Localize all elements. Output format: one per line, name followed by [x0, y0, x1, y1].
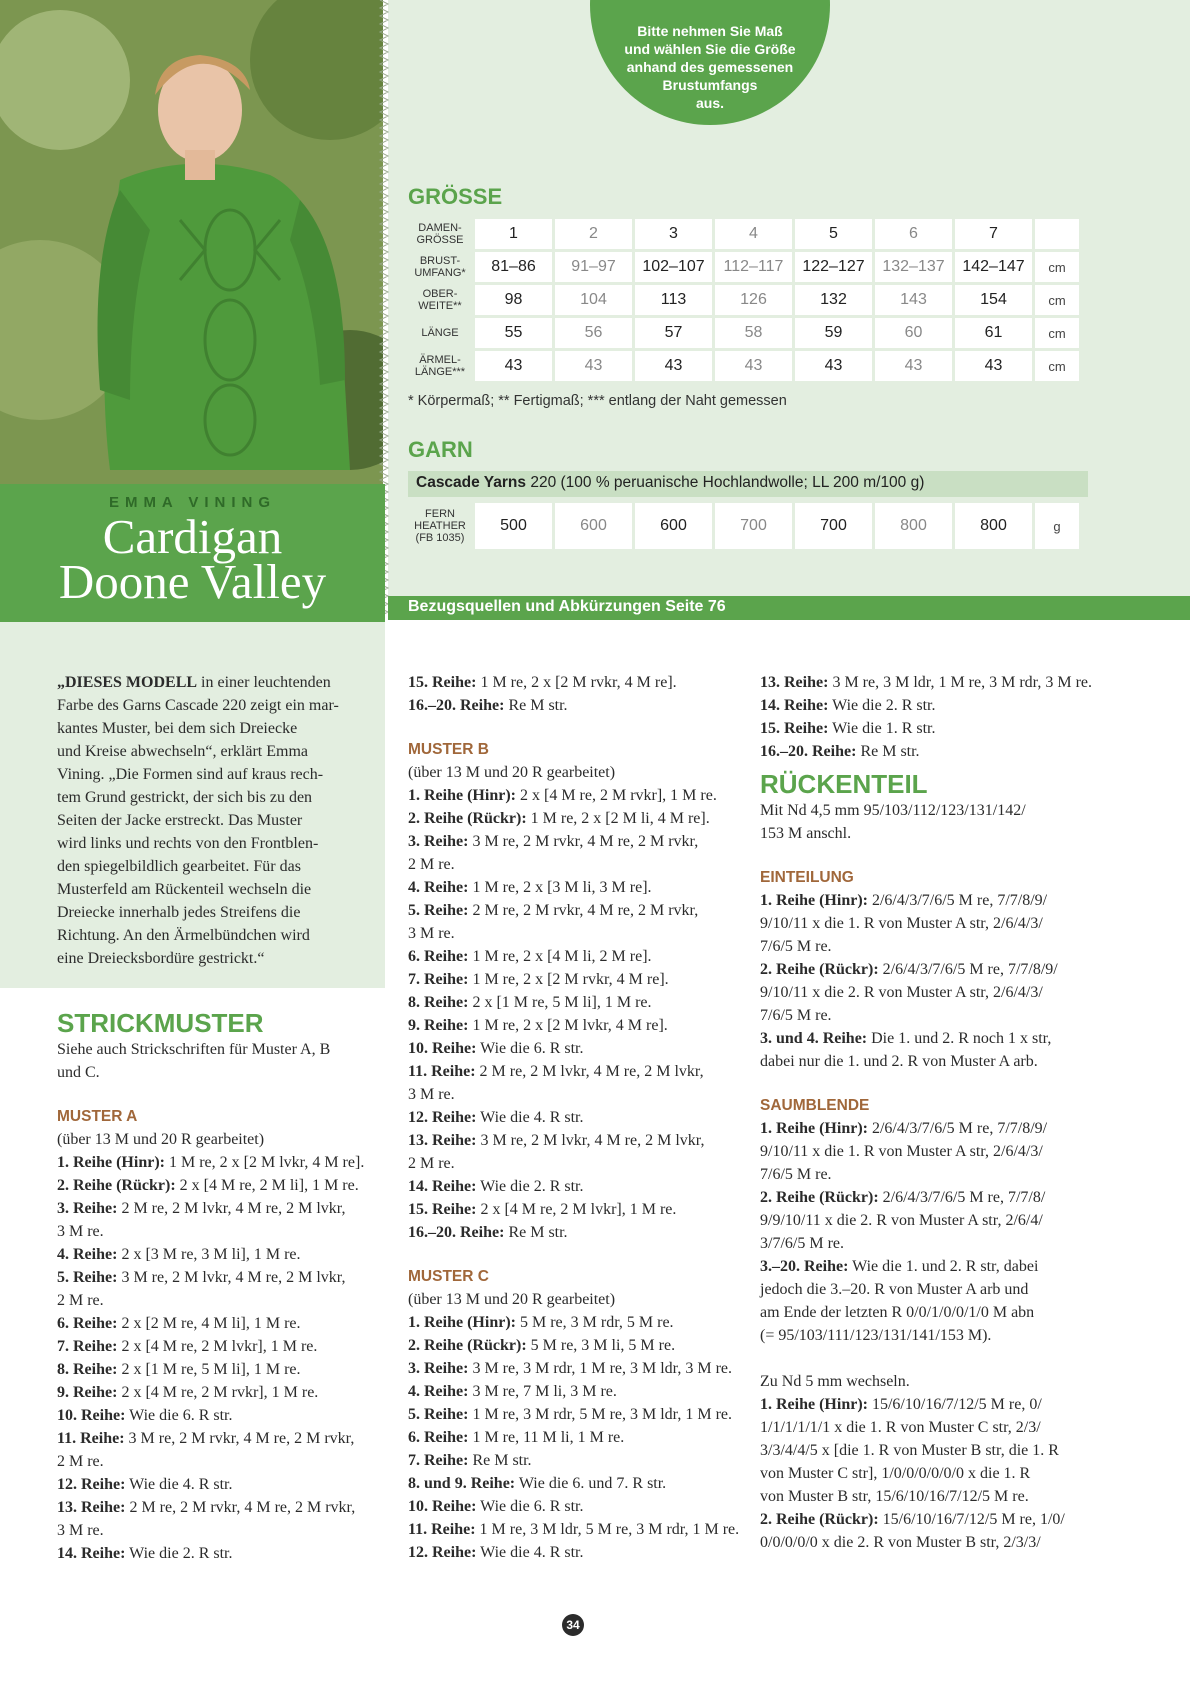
text-line: 16.–20. Reihe: Re M str.	[408, 1224, 568, 1241]
table-cell: 142–147	[955, 252, 1032, 282]
table-cell: 60	[875, 318, 952, 348]
rueckenteil-text	[760, 799, 1120, 845]
size-table	[405, 216, 1082, 384]
table-cell: 4	[715, 219, 792, 249]
text-line: 9/9/10/11 x die 2. R von Muster A str, 2/6/4/	[760, 1212, 1043, 1229]
text-line: 16.–20. Reihe: Re M str.	[760, 743, 920, 760]
text-line: (über 13 M und 20 R gearbeitet)	[57, 1131, 265, 1148]
text-line: 0/0/0/0/0 x die 2. R von Muster B str, 2/3/3/	[760, 1534, 1041, 1551]
table-cell: 132–137	[875, 252, 952, 282]
row-label: LÄNGE	[421, 327, 459, 339]
table-cell: 122–127	[795, 252, 872, 282]
text-line: 3. Reihe: 3 M re, 3 M rdr, 1 M re, 3 M ldr, 3 M re.	[408, 1360, 733, 1377]
table-cell: 55	[475, 318, 552, 348]
table-cell: 126	[715, 285, 792, 315]
table-cell: 5	[795, 219, 872, 249]
table-cell: 91–97	[555, 252, 632, 282]
table-cell: 59	[795, 318, 872, 348]
text-line: 7. Reihe: 2 x [4 M re, 2 M lvkr], 1 M re.	[57, 1338, 318, 1355]
text-line: 11. Reihe: 1 M re, 3 M ldr, 5 M re, 3 M rdr, 1 M re.	[408, 1521, 740, 1538]
text-line: 3 M re.	[408, 1086, 455, 1103]
text-line: 1. Reihe (Hinr): 2 x [4 M re, 2 M rvkr], 1 M re.	[408, 787, 717, 804]
table-cell: 800	[875, 503, 952, 549]
text-line: 5. Reihe: 1 M re, 3 M rdr, 5 M re, 3 M ldr, 1 M re.	[408, 1406, 733, 1423]
table-cell: 113	[635, 285, 712, 315]
text-line: 153 M anschl.	[760, 825, 852, 842]
table-row	[408, 351, 1079, 381]
row-label: BRUST- UMFANG*	[414, 255, 466, 279]
text-line: 2. Reihe (Rückr): 2/6/4/3/7/6/5 M re, 7/7/8/	[760, 1189, 1046, 1206]
text-line: Farbe des Garns Cascade 220 zeigt ein mar-	[57, 697, 339, 714]
table-cell: 600	[635, 503, 712, 549]
einteilung-heading: EINTEILUNG	[760, 869, 854, 886]
text-line: 3/7/6/5 M re.	[760, 1235, 844, 1252]
muster-a-heading: MUSTER A	[57, 1108, 138, 1125]
table-cell: 700	[795, 503, 872, 549]
text-line: 3 M re.	[57, 1522, 104, 1539]
text-line: 12. Reihe: Wie die 4. R str.	[57, 1476, 233, 1493]
column-3	[760, 671, 1120, 1554]
text-line: von Muster C str], 1/0/0/0/0/0/0 x die 1. R	[760, 1465, 1031, 1482]
text-line: 7/6/5 M re.	[760, 1166, 832, 1183]
text-line: 12. Reihe: Wie die 4. R str.	[408, 1544, 584, 1561]
row-label: DAMEN- GRÖSSE	[416, 222, 464, 246]
column-1	[57, 671, 379, 1565]
table-cell: 2	[555, 219, 632, 249]
table-cell: 61	[955, 318, 1032, 348]
text-line: 2 M re.	[408, 1155, 455, 1172]
text-line: 1. Reihe (Hinr): 2/6/4/3/7/6/5 M re, 7/7/8/9/	[760, 1120, 1048, 1137]
table-cell: 104	[555, 285, 632, 315]
table-cell: 102–107	[635, 252, 712, 282]
yarn-table	[405, 500, 1082, 552]
table-cell: 3	[635, 219, 712, 249]
text-line: 10. Reihe: Wie die 6. R str.	[57, 1407, 233, 1424]
text-line: Siehe auch Strickschriften für Muster A, B	[57, 1041, 331, 1058]
source-reference: Bezugsquellen und Abkürzungen Seite 76	[408, 598, 726, 615]
table-cell: 700	[715, 503, 792, 549]
text-line: 8. Reihe: 2 x [1 M re, 5 M li], 1 M re.	[408, 994, 652, 1011]
text-line: 2. Reihe (Rückr): 15/6/10/16/7/12/5 M re, 1/0/	[760, 1511, 1065, 1528]
table-cell: 43	[955, 351, 1032, 381]
text-line: 2. Reihe (Rückr): 2 x [4 M re, 2 M li], 1 M re.	[57, 1177, 359, 1194]
saumblende-heading: SAUMBLENDE	[760, 1097, 870, 1114]
text-line: 2 M re.	[57, 1453, 104, 1470]
text-line: 15. Reihe: Wie die 1. R str.	[760, 720, 936, 737]
text-line: 9. Reihe: 2 x [4 M re, 2 M rvkr], 1 M re.	[57, 1384, 319, 1401]
text-line: 5. Reihe: 3 M re, 2 M lvkr, 4 M re, 2 M lvkr,	[57, 1269, 346, 1286]
table-cell: 1	[475, 219, 552, 249]
text-line: 7/6/5 M re.	[760, 1007, 832, 1024]
text-line: 4. Reihe: 3 M re, 7 M li, 3 M re.	[408, 1383, 617, 1400]
text-line: 16.–20. Reihe: Re M str.	[408, 697, 568, 714]
table-cell: 56	[555, 318, 632, 348]
saumblende-rows	[760, 1117, 1120, 1347]
text-line: 1. Reihe (Hinr): 15/6/10/16/7/12/5 M re, 0/	[760, 1396, 1042, 1413]
text-line: dabei nur die 1. und 2. R von Muster A arb.	[760, 1053, 1038, 1070]
text-line: 7. Reihe: 1 M re, 2 x [2 M rvkr, 4 M re].	[408, 971, 669, 988]
table-cell: 43	[715, 351, 792, 381]
einteilung-rows	[760, 889, 1120, 1073]
text-line: 3.–20. Reihe: Wie die 1. und 2. R str, dabei	[760, 1258, 1039, 1275]
table-cell: 98	[475, 285, 552, 315]
table-cell: 43	[475, 351, 552, 381]
text-line: den spiegelbildlich gearbeitet. Für das	[57, 858, 301, 875]
text-line: 7/6/5 M re.	[760, 938, 832, 955]
size-heading: GRÖSSE	[408, 184, 503, 209]
unit-cell: cm	[1035, 285, 1079, 315]
text-line: 3 M re.	[408, 925, 455, 942]
muster-c-rows	[408, 1288, 748, 1564]
text-line: 2 M re.	[57, 1292, 104, 1309]
text-line: 9/10/11 x die 2. R von Muster A str, 2/6/4/3/	[760, 984, 1043, 1001]
text-line: 2 M re.	[408, 856, 455, 873]
table-row	[408, 219, 1079, 249]
table-row	[408, 503, 1079, 549]
table-row	[408, 318, 1079, 348]
text-line: Richtung. An den Ärmelbündchen wird	[57, 927, 310, 944]
table-cell: 800	[955, 503, 1032, 549]
text-line: 6. Reihe: 1 M re, 11 M li, 1 M re.	[408, 1429, 625, 1446]
text-line: 8. Reihe: 2 x [1 M re, 5 M li], 1 M re.	[57, 1361, 301, 1378]
text-line: 2. Reihe (Rückr): 2/6/4/3/7/6/5 M re, 7/7/8/9/	[760, 961, 1058, 978]
text-line: (= 95/103/111/123/131/141/153 M).	[760, 1327, 992, 1344]
text-line: (über 13 M und 20 R gearbeitet)	[408, 764, 616, 781]
text-line: 3. Reihe: 3 M re, 2 M rvkr, 4 M re, 2 M rvkr,	[408, 833, 699, 850]
text-line: wird links und rechts von den Frontblen-	[57, 835, 319, 852]
row-label: FERN HEATHER (FB 1035)	[414, 508, 466, 544]
text-line: Zu Nd 5 mm wechseln.	[760, 1373, 910, 1390]
needle-change-rows	[760, 1370, 1120, 1554]
muster-b-rows	[408, 761, 748, 1244]
title-line-1: Cardigan	[102, 509, 283, 564]
text-line: 11. Reihe: 2 M re, 2 M lvkr, 4 M re, 2 M lvkr,	[408, 1063, 704, 1080]
text-line: und Kreise abwechseln“, erklärt Emma	[57, 743, 309, 760]
strickmuster-heading: STRICKMUSTER	[57, 1008, 264, 1038]
text-line: 6. Reihe: 1 M re, 2 x [4 M li, 2 M re].	[408, 948, 652, 965]
text-line: 9/10/11 x die 1. R von Muster A str, 2/6/4/3/	[760, 1143, 1043, 1160]
unit-cell: g	[1035, 503, 1079, 549]
text-line: 7. Reihe: Re M str.	[408, 1452, 532, 1469]
author-name: EMMA VINING	[108, 494, 277, 511]
text-line: 3 M re.	[57, 1223, 104, 1240]
text-line: am Ende der letzten R 0/0/1/0/0/1/0 M abn	[760, 1304, 1035, 1321]
muster-c-rows-cont	[760, 671, 1120, 763]
rueckenteil-heading: RÜCKENTEIL	[760, 769, 928, 799]
text-line: 12. Reihe: Wie die 4. R str.	[408, 1109, 584, 1126]
table-cell: 81–86	[475, 252, 552, 282]
text-line: „DIESES MODELL in einer leuchtenden	[57, 674, 331, 691]
text-line: 2. Reihe (Rückr): 5 M re, 3 M li, 5 M re.	[408, 1337, 676, 1354]
table-cell: 600	[555, 503, 632, 549]
table-cell: 154	[955, 285, 1032, 315]
text-line: 8. und 9. Reihe: Wie die 6. und 7. R str.	[408, 1475, 667, 1492]
unit-cell	[1035, 219, 1079, 249]
text-line: (über 13 M und 20 R gearbeitet)	[408, 1291, 616, 1308]
text-line: tem Grund gestrickt, der sich bis zu den	[57, 789, 313, 806]
table-cell: 43	[555, 351, 632, 381]
text-line: 14. Reihe: Wie die 2. R str.	[760, 697, 936, 714]
text-line: 1. Reihe (Hinr): 1 M re, 2 x [2 M lvkr, 4 M re].	[57, 1154, 365, 1171]
text-line: 13. Reihe: 3 M re, 3 M ldr, 1 M re, 3 M rdr, 3 M re.	[760, 674, 1093, 691]
text-line: 10. Reihe: Wie die 6. R str.	[408, 1498, 584, 1515]
table-cell: 58	[715, 318, 792, 348]
text-line: 2. Reihe (Rückr): 1 M re, 2 x [2 M li, 4 M re].	[408, 810, 710, 827]
text-line: 13. Reihe: 3 M re, 2 M lvkr, 4 M re, 2 M lvkr,	[408, 1132, 705, 1149]
text-line: Dreiecke innerhalb jedes Streifens die	[57, 904, 301, 921]
muster-a-rows	[57, 1128, 379, 1565]
text-line: 14. Reihe: Wie die 2. R str.	[408, 1178, 584, 1195]
text-line: 1. Reihe (Hinr): 5 M re, 3 M rdr, 5 M re.	[408, 1314, 674, 1331]
unit-cell: cm	[1035, 351, 1079, 381]
text-line: 9. Reihe: 1 M re, 2 x [2 M lvkr, 4 M re].	[408, 1017, 668, 1034]
unit-cell: cm	[1035, 252, 1079, 282]
text-line: Vining. „Die Formen sind auf kraus rech-	[57, 766, 324, 783]
strickmuster-note	[57, 1038, 379, 1084]
table-cell: 7	[955, 219, 1032, 249]
row-label: OBER- WEITE**	[418, 288, 462, 312]
text-line: 3. und 4. Reihe: Die 1. und 2. R noch 1 x str,	[760, 1030, 1052, 1047]
muster-b-heading: MUSTER B	[408, 741, 489, 758]
text-line: von Muster B str, 15/6/10/16/7/12/5 M re.	[760, 1488, 1029, 1505]
text-line: 4. Reihe: 2 x [3 M re, 3 M li], 1 M re.	[57, 1246, 301, 1263]
text-line: Musterfeld am Rückenteil wechseln die	[57, 881, 312, 898]
yarn-heading: GARN	[408, 437, 473, 462]
table-row	[408, 252, 1079, 282]
text-line: 13. Reihe: 2 M re, 2 M rvkr, 4 M re, 2 M rvkr,	[57, 1499, 356, 1516]
text-line: 3. Reihe: 2 M re, 2 M lvkr, 4 M re, 2 M lvkr,	[57, 1200, 346, 1217]
model-photo	[0, 0, 383, 484]
text-line: jedoch die 3.–20. R von Muster A arb und	[760, 1281, 1029, 1298]
muster-a-rows-cont	[408, 671, 748, 717]
row-label: ÄRMEL- LÄNGE***	[414, 354, 466, 378]
text-line: 4. Reihe: 1 M re, 2 x [3 M li, 3 M re].	[408, 879, 652, 896]
text-line: Mit Nd 4,5 mm 95/103/112/123/131/142/	[760, 802, 1026, 819]
text-line: kantes Muster, bei dem sich Dreiecke	[57, 720, 298, 737]
table-row	[408, 285, 1079, 315]
table-cell: 57	[635, 318, 712, 348]
muster-c-heading: MUSTER C	[408, 1268, 489, 1285]
table-cell: 132	[795, 285, 872, 315]
table-cell: 143	[875, 285, 952, 315]
text-line: 3/3/4/4/5 x [die 1. R von Muster B str, die 1. R	[760, 1442, 1059, 1459]
text-line: 9/10/11 x die 1. R von Muster A str, 2/6/4/3/	[760, 915, 1043, 932]
text-line: 5. Reihe: 2 M re, 2 M rvkr, 4 M re, 2 M rvkr,	[408, 902, 699, 919]
column-2	[408, 671, 748, 1564]
yarn-description: Cascade Yarns 220 (100 % peruanische Hochlandwolle; LL 200 m/100 g)	[416, 474, 925, 491]
intro-text	[57, 671, 379, 970]
text-line: 15. Reihe: 2 x [4 M re, 2 M lvkr], 1 M re.	[408, 1201, 677, 1218]
text-line: 1/1/1/1/1/1 x die 1. R von Muster C str, 2/3/	[760, 1419, 1041, 1436]
table-cell: 112–117	[715, 252, 792, 282]
table-cell: 6	[875, 219, 952, 249]
text-line: Seiten der Jacke erstreckt. Das Muster	[57, 812, 303, 829]
text-line: und C.	[57, 1064, 100, 1081]
info-bubble-text: Bitte nehmen Sie Maß und wählen Sie die Größe anhand des gemessenen Brustumfangs aus.	[624, 23, 796, 111]
table-cell: 43	[795, 351, 872, 381]
text-line: 1. Reihe (Hinr): 2/6/4/3/7/6/5 M re, 7/7/8/9/	[760, 892, 1048, 909]
text-line: 15. Reihe: 1 M re, 2 x [2 M rvkr, 4 M re].	[408, 674, 677, 691]
table-cell: 43	[875, 351, 952, 381]
text-line: 14. Reihe: Wie die 2. R str.	[57, 1545, 233, 1562]
text-line: eine Dreiecksbordüre gestrickt.“	[57, 950, 265, 967]
page-number: 34	[562, 1614, 584, 1636]
text-line: 10. Reihe: Wie die 6. R str.	[408, 1040, 584, 1057]
text-line: 11. Reihe: 3 M re, 2 M rvkr, 4 M re, 2 M rvkr,	[57, 1430, 355, 1447]
title-line-2: Doone Valley	[58, 554, 327, 609]
table-cell: 500	[475, 503, 552, 549]
size-footnote: * Körpermaß; ** Fertigmaß; *** entlang der Naht gemessen	[408, 393, 787, 409]
table-cell: 43	[635, 351, 712, 381]
text-line: 6. Reihe: 2 x [2 M re, 4 M li], 1 M re.	[57, 1315, 301, 1332]
unit-cell: cm	[1035, 318, 1079, 348]
